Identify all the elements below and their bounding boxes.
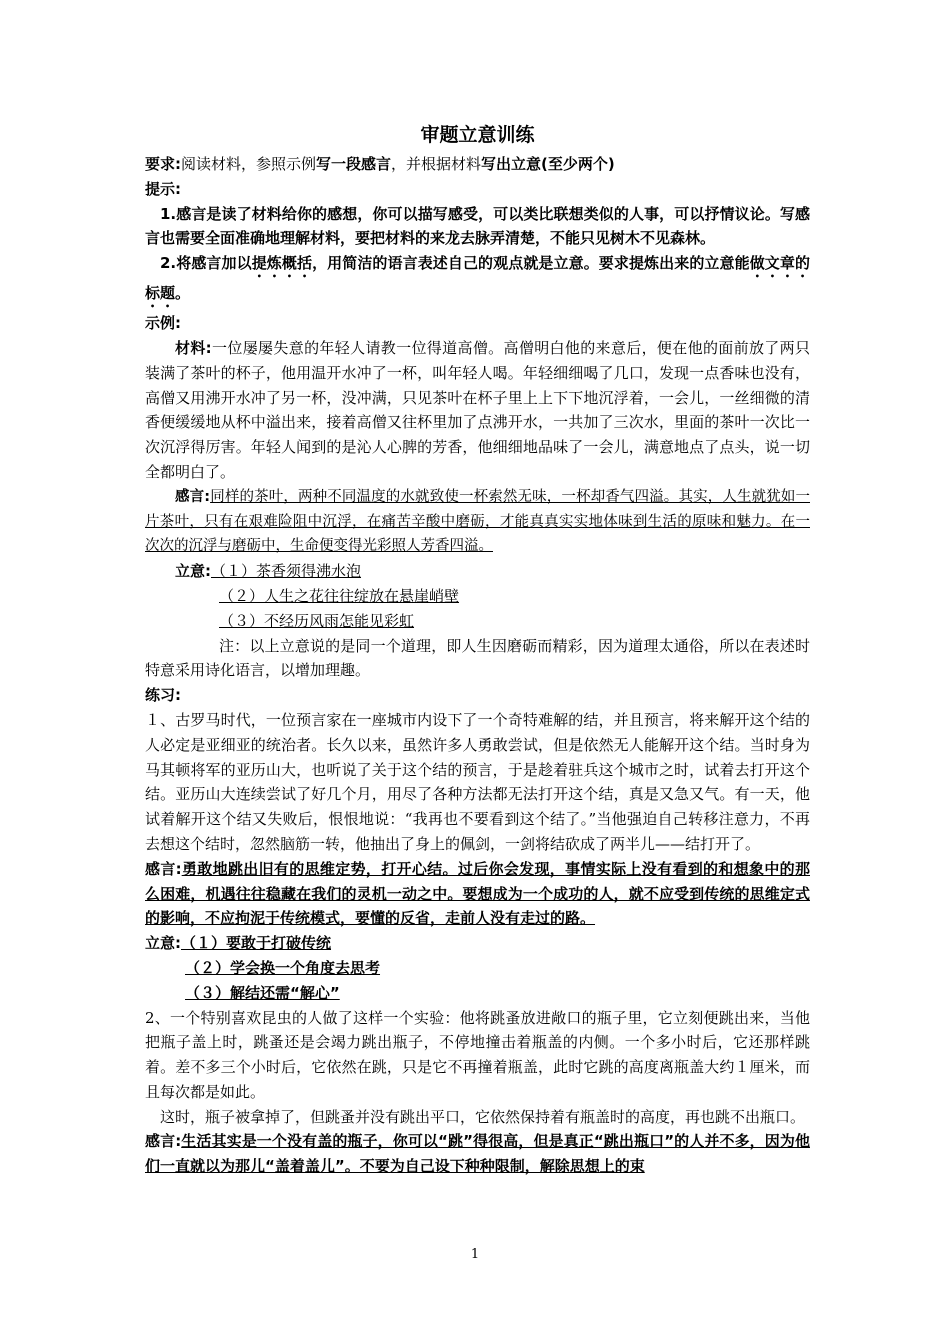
hint-item-2 xyxy=(145,251,810,311)
page-title: 审题立意训练 xyxy=(420,124,535,146)
example-ganyan-text: 同样的茶叶，两种不同温度的水就致使一杯索然无味，一杯却香气四溢。其实，人生就犹如一片茶叶，只有在艰难险阻中沉浮，在痛苦辛酸中磨砺，才能真真实实地体味到生活的原味和魅力。在一次次的沉浮与磨砺中，生命便变得光彩照人芳香四溢。 xyxy=(145,488,810,555)
hint-item-2-c: 。 xyxy=(175,284,191,303)
requirement-bold-b: 写出立意(至少两个) xyxy=(481,155,615,173)
example-liyi-1 xyxy=(145,559,810,584)
requirement-bold-a: 写一段感言 xyxy=(316,155,392,173)
hint-item-2-emphasis: 提炼概括 xyxy=(251,254,313,273)
material-text: 一位屡屡失意的年轻人请教一位得道高僧。高僧明白他的来意后，便在他的面前放了两只装满了茶叶的杯子，他用温开水冲了一杯，叫年轻人喝。年轻细细喝了几口，发现一点香味也没有，高僧又用沸开水冲了另一杯，没冲满，只见茶叶在杯子里上上下下地沉浮着，一会儿，一丝细微的清香便缓缓地从杯中溢出来，接着高僧又往杯里加了点沸开水，一共加了三次水，里面的茶叶一次比一次沉浮得厉害。年轻人闻到的是沁人心脾的芳香，他细细地品味了一会儿，满意地点了点头，说一切全都明白了。 xyxy=(145,338,810,481)
requirement-text-b: ，并根据材料 xyxy=(391,155,482,173)
q1-liyi-label: 立意: xyxy=(145,934,181,953)
practice-q2-text-a: 2、一个特别喜欢昆虫的人做了这样一个实验：他将跳蚤放进敞口的瓶子里，它立刻便跳出来，当他把瓶子盖上时，跳蚤还是会竭力跳出瓶子，不停地撞击着瓶盖的内侧。一个多小时后，它还那样跳着。差不多三个小时后，它依然在跳，只是它不再撞着瓶盖，此时它跳的高度离瓶盖大约１厘米，而且每次都是如此。 xyxy=(145,1008,810,1101)
example-ganyan-label: 感言: xyxy=(175,488,211,505)
q1-ganyan-text: 勇敢地跳出旧有的思维定势，打开心结。过后你会发现，事情实际上没有看到的和想象中的那么困难，机遇往往稳藏在我们的灵机一动之中。要想成为一个成功的人，就不应受到传统的思维定式的影响，不应拘泥于传统模式，要懂的反省，走前人没有走过的路。 xyxy=(145,859,810,928)
example-note: 注：以上立意说的是同一个道理，即人生因磨砺而精彩，因为道理太通俗，所以在表述时特意采用诗化语言，以增加理趣。 xyxy=(145,636,810,680)
practice-q1-liyi-1 xyxy=(145,931,810,956)
hint-item-1: 1.感言是读了材料给你的感想，你可以描写感受，可以类比联想类似的人事，可以抒情议论。写感言也需要全面准确地理解材料，要把材料的来龙去脉弄清楚，不能只见树木不见森林。 xyxy=(145,204,810,248)
hint-item-2-emphasis-2: 做文章的标题 xyxy=(145,254,810,303)
practice-label: 练习: xyxy=(145,686,181,705)
page-number: 1 xyxy=(470,1247,480,1262)
q1-ganyan-label: 感言: xyxy=(145,859,182,878)
hint-label: 提示: xyxy=(145,179,181,198)
requirement-label: 要求: xyxy=(145,155,181,173)
q2-ganyan-text: 生活其实是一个没有盖的瓶子，你可以“跳”得很高，但是真正“跳出瓶口”的人并不多，因为他们一直就以为那儿“盖着盖儿”。不要为自己设下种种限制，解除思想上的束 xyxy=(145,1132,810,1176)
hint-item-2-a: 2.将感言加以 xyxy=(160,254,252,273)
practice-q2-ganyan xyxy=(145,1129,810,1179)
hint-item-2-b: ，用简洁的语言表述自己的观点就是立意。要求提炼出来的立意能 xyxy=(312,254,750,273)
requirement-text-a: 阅读材料，参照示例 xyxy=(181,155,317,173)
q1-liyi-item: （１）要敢于打破传统 xyxy=(181,934,332,953)
practice-q2-text-b: 这时，瓶子被拿掉了，但跳蚤并没有跳出平口，它依然保持着有瓶盖时的高度，再也跳不出瓶口。 xyxy=(160,1107,806,1126)
example-liyi-2 xyxy=(145,584,810,609)
example-liyi-item: （１）茶香须得沸水泡 xyxy=(211,562,362,581)
document-page xyxy=(145,120,810,1179)
q1-liyi-item: （２）学会换一个角度去思考 xyxy=(185,958,381,977)
practice-q1-text: １、古罗马时代，一位预言家在一座城市内设下了一个奇特难解的结，并且预言，将来解开这个结的人必定是亚细亚的统治者。长久以来，虽然许多人勇敢尝试，但是依然无人能解开这个结。当时身为马其顿将军的亚历山大，也听说了关于这个结的预言，于是趁着驻兵这个城市之时，试着去打开这个结。亚历山大连续尝试了好几个月，用尽了各种方法都无法打开这个结，真是又急又气。有一天，他试着解开这个结又失败后，恨恨地说：“我再也不要看到这个结了。”当他强迫自己转移注意力，不再去想这个结时，忽然脑筋一转，他抽出了身上的佩剑，一剑将结砍成了两半儿——结打开了。 xyxy=(145,710,810,853)
example-liyi-item: （２）人生之花往往绽放在悬崖峭壁 xyxy=(219,586,460,605)
practice-q1-liyi-2 xyxy=(145,956,810,981)
example-liyi-label: 立意: xyxy=(175,562,211,581)
example-liyi-3 xyxy=(145,609,810,634)
practice-q1-liyi-3 xyxy=(145,981,810,1006)
example-material xyxy=(145,336,810,485)
example-liyi-item: （３）不经历风雨怎能见彩虹 xyxy=(219,611,415,630)
requirement-line xyxy=(145,152,810,177)
example-label: 示例: xyxy=(145,314,181,333)
practice-q1-ganyan xyxy=(145,857,810,931)
material-label: 材料: xyxy=(175,338,212,357)
example-ganyan xyxy=(145,485,810,559)
q2-ganyan-label: 感言: xyxy=(145,1132,182,1151)
q1-liyi-item: （３）解结还需“解心” xyxy=(185,983,340,1002)
